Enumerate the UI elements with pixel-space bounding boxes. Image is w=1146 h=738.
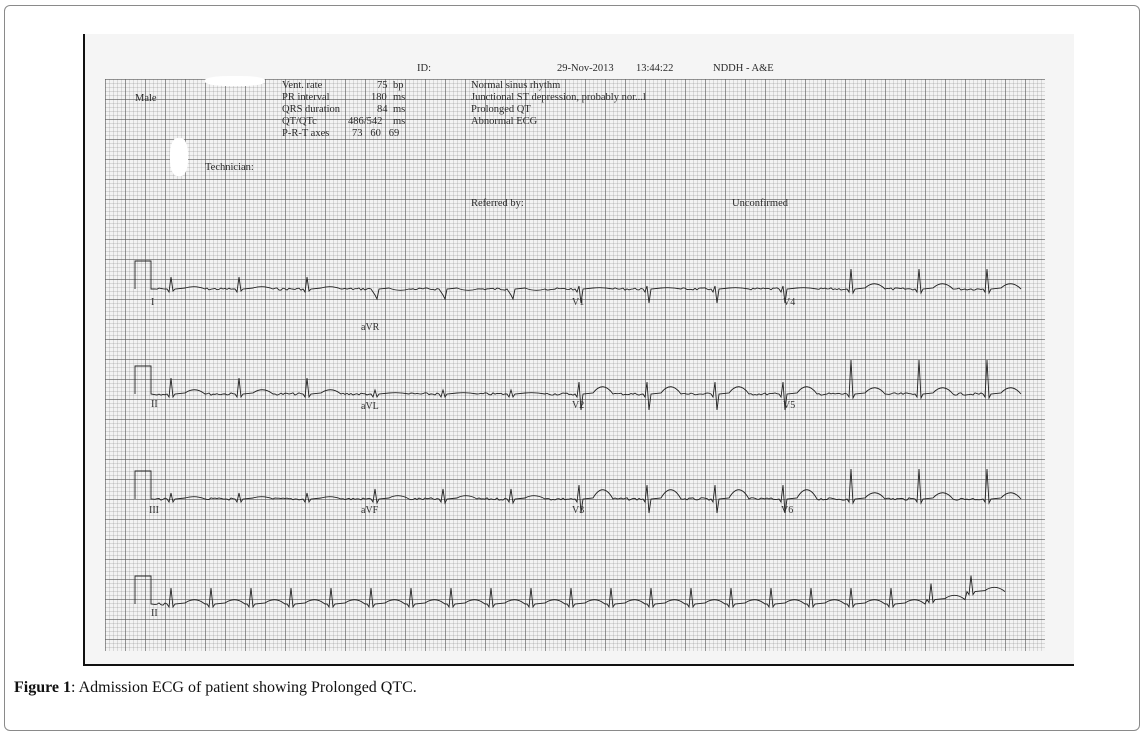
lead-label: aVR xyxy=(361,322,380,333)
lead-label: V2 xyxy=(572,400,585,411)
figure-caption xyxy=(14,679,417,697)
measurement-value: 75 xyxy=(377,80,388,91)
measurement-value: 180 xyxy=(371,92,387,103)
lead-label: V3 xyxy=(572,505,585,516)
measurement-value: 84 xyxy=(377,104,388,115)
ecg-sheet xyxy=(83,34,1074,666)
measurement-label: QRS duration xyxy=(282,104,341,115)
figure-frame xyxy=(4,5,1140,731)
lead-label: III xyxy=(149,505,159,516)
lead-label: V6 xyxy=(781,505,794,516)
lead-label: V1 xyxy=(572,297,585,308)
id-label: ID: xyxy=(417,63,431,74)
lead-label: V5 xyxy=(783,400,796,411)
interpretation-line: Prolonged QT xyxy=(471,104,531,115)
measurement-unit: ms xyxy=(393,116,406,127)
figure-number: Figure 1 xyxy=(14,679,72,696)
technician-label: Technician: xyxy=(205,162,254,173)
measurement-label: QT/QTc xyxy=(282,116,317,127)
measurement-value: 486/542 xyxy=(348,116,383,127)
caption-text: : Admission ECG of patient showing Prolonged QTC. xyxy=(71,679,417,696)
lead-label: aVF xyxy=(361,505,379,516)
patient-sex: Male xyxy=(135,93,157,104)
ecg-location: NDDH - A&E xyxy=(713,63,774,74)
lead-label: V4 xyxy=(783,297,796,308)
ecg-traces xyxy=(85,34,1074,666)
measurement-label: PR interval xyxy=(282,92,330,103)
measurement-value: 73 60 69 xyxy=(352,128,400,139)
ecg-date: 29-Nov-2013 xyxy=(557,63,614,74)
lead-label: II xyxy=(151,608,158,619)
measurement-unit: bp xyxy=(393,80,404,91)
ecg-time: 13:44:22 xyxy=(636,63,674,74)
referred-by-label: Referred by: xyxy=(471,198,524,209)
interpretation-line: Normal sinus rhythm xyxy=(471,80,561,91)
unconfirmed-label: Unconfirmed xyxy=(732,198,788,209)
measurement-unit: ms xyxy=(393,104,406,115)
ecg-trace-row-4 xyxy=(135,576,1005,607)
measurement-unit: ms xyxy=(393,92,406,103)
lead-label: aVL xyxy=(361,401,379,412)
lead-label: I xyxy=(151,297,155,308)
lead-label: II xyxy=(151,399,158,410)
measurement-label: P-R-T axes xyxy=(282,128,330,139)
interpretation-line: Abnormal ECG xyxy=(471,116,538,127)
measurement-label: Vent. rate xyxy=(282,80,323,91)
interpretation-line: Junctional ST depression, probably nor...l xyxy=(471,92,646,103)
